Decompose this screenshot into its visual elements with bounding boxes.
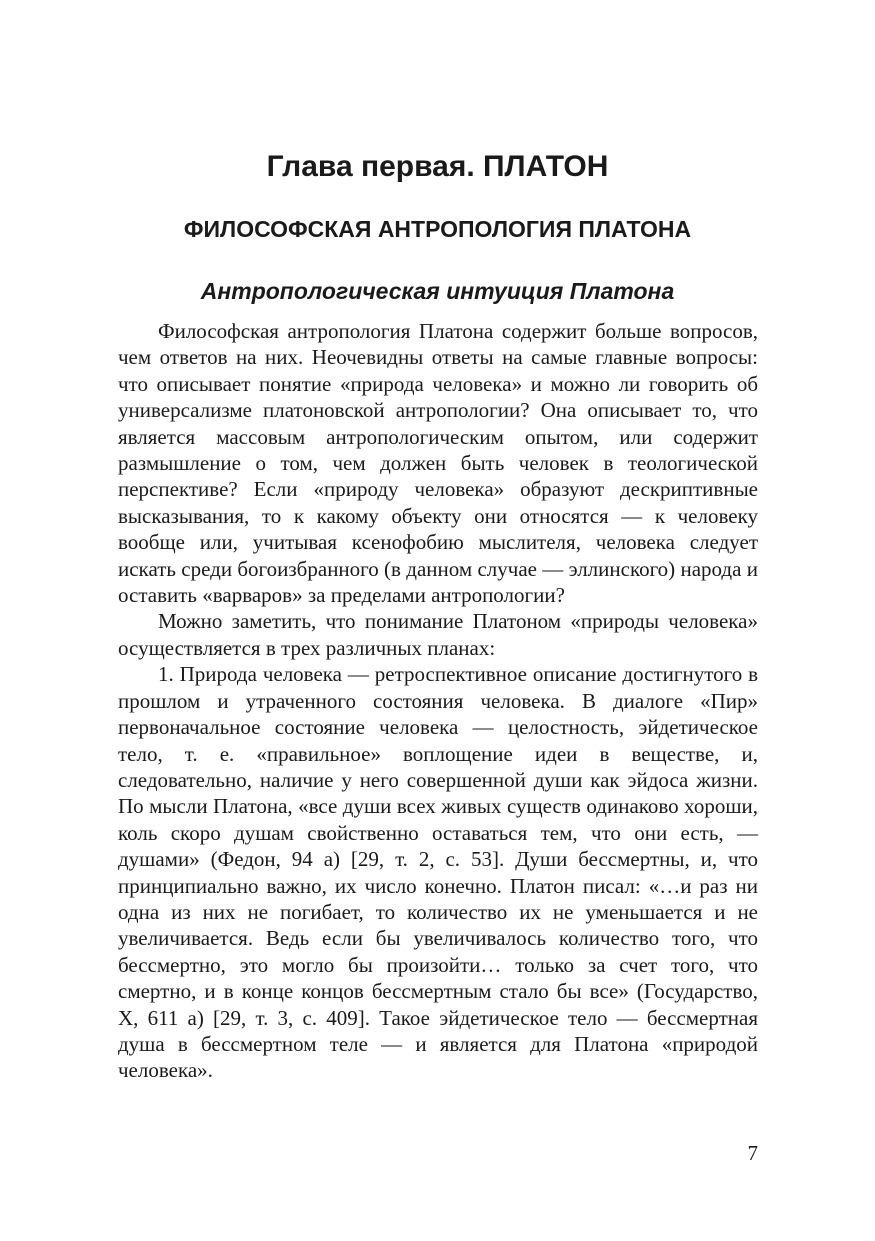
paragraph: 1. Природа человека — ретроспективное описание достигнутого в прошлом и утраченного состояния человека. В диалоге «Пир» первоначальное состояние человека — целостность, эйдетическое тело, т. е. «правильное» воплощение идеи в веществе, и, следовательно, наличие у него совершенной души как эйдоса жизни. По мысли Платона, «все души всех живых существ одинаково хороши, коль скоро душам свойственно оставаться тем, что они есть, — душами» (Федон, 94 а) [29, т. 2, с. 53]. Души бессмертны, и, что принципиально важно, их число конечно. Платон писал: «…и раз ни одна из них не погибает, то количество их не уменьшается и не увеличивается. Ведь если бы увеличивалось количество того, что бессмертно, это могло бы произойти… только за счет того, что смертно, и в конце концов бессмертным стало бы все» (Государство, X, 611 а) [29, т. 3, с. 409]. Такое эйдетическое тело — бессмертная душа в бессмертном теле — и является для Платона «природой человека». — [118, 662, 758, 1083]
body-text — [118, 318, 758, 1084]
paragraph: Можно заметить, что понимание Платоном «природы человека» осуществляется в трех различных планах: — [118, 609, 758, 660]
subsection-title: Антропологическая интуиция Платона — [200, 278, 675, 304]
chapter-title: Глава первая. ПЛАТОН — [266, 150, 609, 183]
section-title: ФИЛОСОФСКАЯ АНТРОПОЛОГИЯ ПЛАТОНА — [183, 216, 692, 242]
paragraph: Философская антропология Платона содержит больше вопросов, чем ответов на них. Неочевидны ответы на самые главные вопросы: что описывает понятие «природа человека» и можно ли говорить об универсализме платоновской антропологии? Она описывает то, что является массовым антропологическим опытом, или содержит размышление о том, чем должен быть человек в теологической перспективе? Если «природу человека» образуют дескриптивные высказывания, то к какому объекту они относятся — к человеку вообще или, учитывая ксенофобию мыслителя, человека следует искать среди богоизбранного (в данном случае — эллинского) народа и оставить «варваров» за пределами антропологии? — [118, 319, 758, 608]
page-number: 7 — [747, 1141, 758, 1165]
